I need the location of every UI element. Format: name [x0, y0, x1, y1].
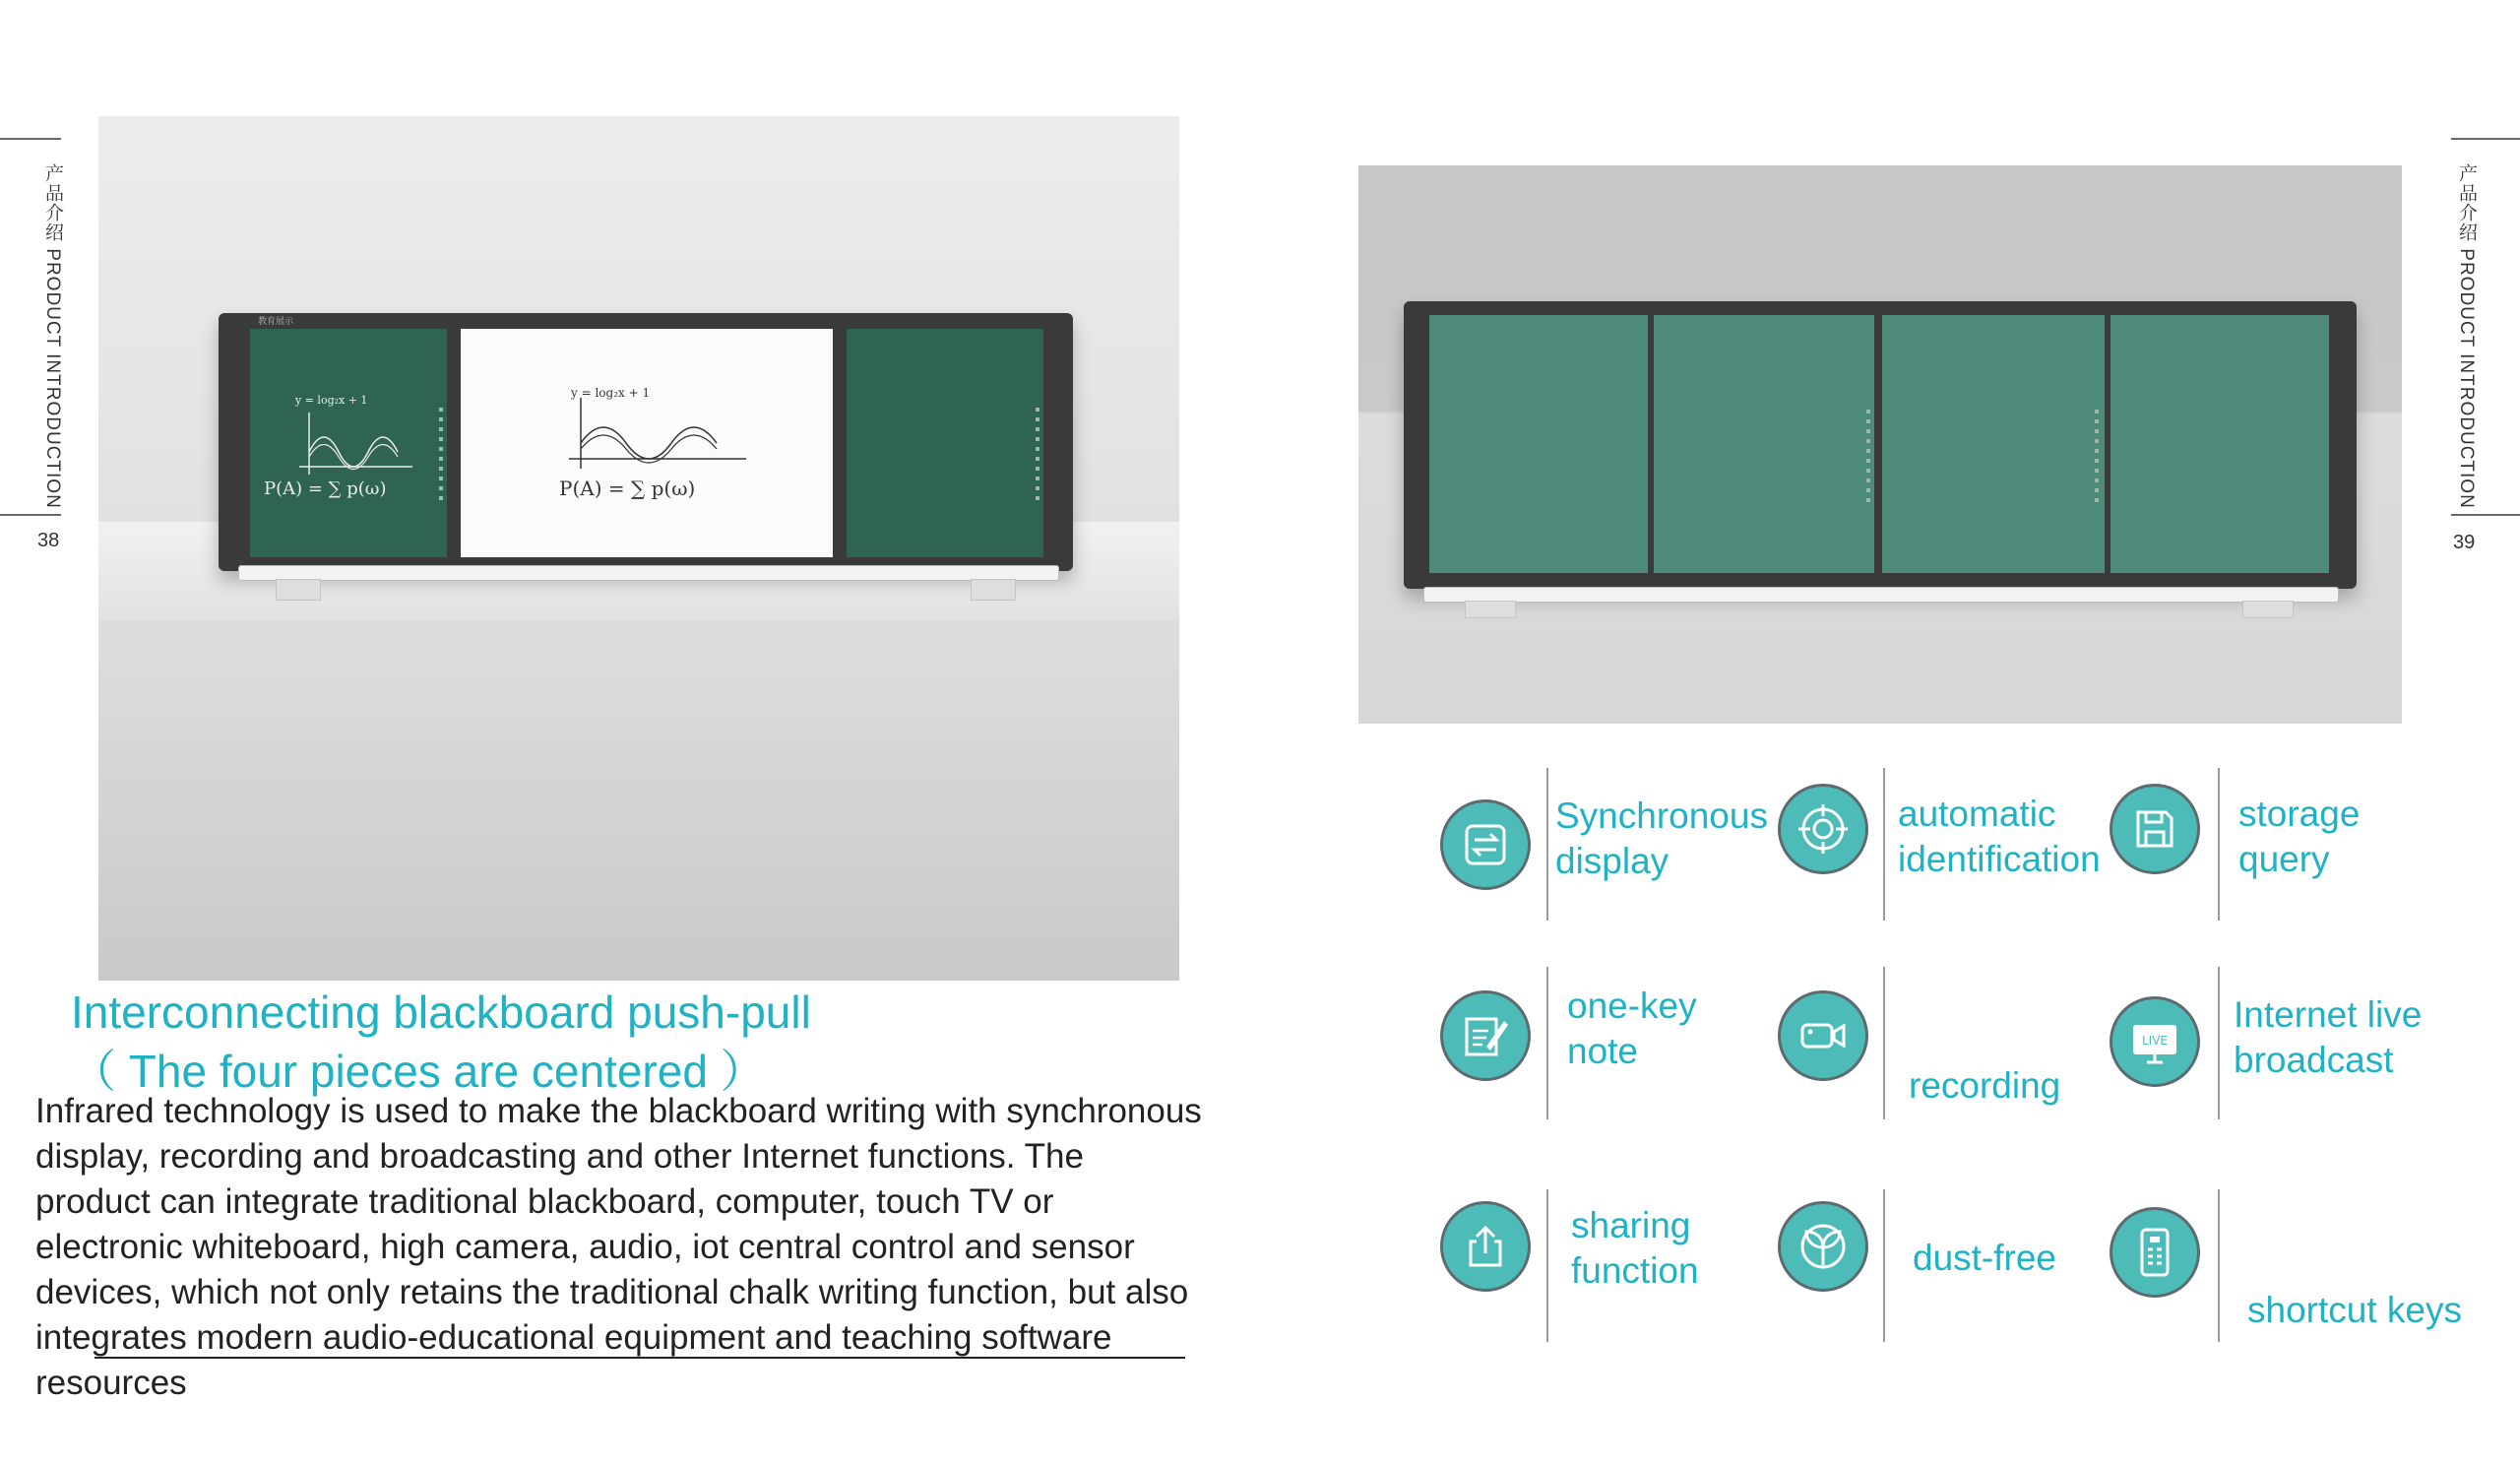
description-line: devices, which not only retains the traditional chalk writing function, but also	[35, 1273, 1189, 1311]
text-underline	[94, 1357, 1185, 1359]
separator	[2218, 768, 2220, 921]
sync-display-icon	[1440, 799, 1531, 890]
green-panel-right	[847, 329, 1043, 557]
feature-label: Internet live broadcast	[2234, 994, 2423, 1080]
green-panel-left	[250, 329, 447, 557]
description-line: integrates modern audio-educational equipment and teaching software	[35, 1318, 1112, 1357]
tray-bracket-left	[276, 579, 321, 601]
chalk-graph	[289, 408, 417, 477]
keypad-icon	[2110, 1207, 2200, 1298]
section-title-line1: Interconnecting blackboard push-pull	[71, 987, 811, 1038]
right-side-line-top	[2451, 138, 2520, 140]
left-side-line-top	[0, 138, 61, 140]
chalk-tray	[238, 565, 1059, 581]
panel-strip-right	[1036, 408, 1040, 506]
description-line: electronic whiteboard, high camera, audio, iot central control and sensor	[35, 1228, 1135, 1266]
description-line: display, recording and broadcasting and other Internet functions. The	[35, 1137, 1084, 1176]
page-number-right: 39	[2453, 532, 2476, 553]
separator	[1546, 768, 1548, 921]
whiteboard-formula-top: y = log₂x + 1	[571, 386, 651, 400]
separator	[1546, 967, 1548, 1119]
whiteboard-center	[461, 329, 833, 557]
panel-strip-3	[2095, 410, 2099, 508]
separator	[2218, 967, 2220, 1119]
feature-label: recording	[1909, 1065, 2061, 1106]
feature-label: sharing function	[1571, 1205, 1699, 1291]
pen-note-icon	[1440, 990, 1531, 1081]
tray-bracket-right-1	[1465, 601, 1516, 618]
chalk-formula: P(A) = ∑ p(ω)	[264, 478, 387, 499]
green-panel-3	[1882, 315, 2105, 573]
feature-label: Synchronous display	[1555, 796, 1768, 881]
feature-label: shortcut keys	[2247, 1290, 2462, 1330]
description-line: product can integrate traditional blackboard, computer, touch TV or	[35, 1182, 1054, 1221]
separator	[1883, 967, 1885, 1119]
feature-label: automatic identification	[1898, 794, 2101, 879]
separator	[1883, 1189, 1885, 1342]
leaf-icon	[1778, 1201, 1868, 1292]
product-photo-right	[1358, 165, 2402, 724]
tray-bracket-right	[971, 579, 1016, 601]
share-icon	[1440, 1201, 1531, 1292]
blackboard-frame	[219, 313, 1073, 571]
feature-label: storage query	[2238, 794, 2361, 879]
green-panel-1	[1429, 315, 1648, 573]
chalk-tray-right	[1423, 587, 2339, 603]
whiteboard-formula: P(A) = ∑ p(ω)	[559, 477, 696, 500]
green-panel-2	[1654, 315, 1874, 573]
svg-text:LIVE: LIVE	[2141, 1034, 2169, 1048]
section-title-line2: （ The four pieces are centered ）	[71, 1046, 766, 1097]
target-icon	[1778, 784, 1868, 874]
product-photo-left	[98, 116, 1179, 981]
page-number-left: 38	[37, 530, 60, 551]
separator	[1883, 768, 1885, 921]
right-side-line-bottom	[2451, 514, 2520, 516]
live-tv-icon	[2110, 996, 2200, 1087]
feature-label: one-key note	[1567, 986, 1697, 1071]
chalk-formula-top: y = log₂x + 1	[295, 394, 368, 407]
video-camera-icon	[1778, 990, 1868, 1081]
whiteboard-graph	[559, 394, 756, 473]
separator	[1546, 1189, 1548, 1342]
floppy-disk-icon	[2110, 784, 2200, 874]
panel-strip	[439, 408, 443, 506]
panel-strip-2	[1866, 410, 1870, 508]
description-line: resources	[35, 1364, 187, 1402]
feature-label: dust-free	[1913, 1238, 2057, 1278]
board-brand: 教育展示	[258, 316, 294, 326]
left-side-line-bottom	[0, 514, 61, 516]
separator	[2218, 1189, 2220, 1342]
tray-bracket-right-2	[2242, 601, 2294, 618]
green-panel-4	[2110, 315, 2329, 573]
right-side-label: 产品介绍 PRODUCT INTRODUCTION	[2456, 163, 2477, 509]
blackboard-frame-right	[1404, 301, 2357, 589]
left-side-label: 产品介绍 PRODUCT INTRODUCTION	[42, 163, 63, 509]
description-line: Infrared technology is used to make the blackboard writing with synchronous	[35, 1092, 1202, 1130]
